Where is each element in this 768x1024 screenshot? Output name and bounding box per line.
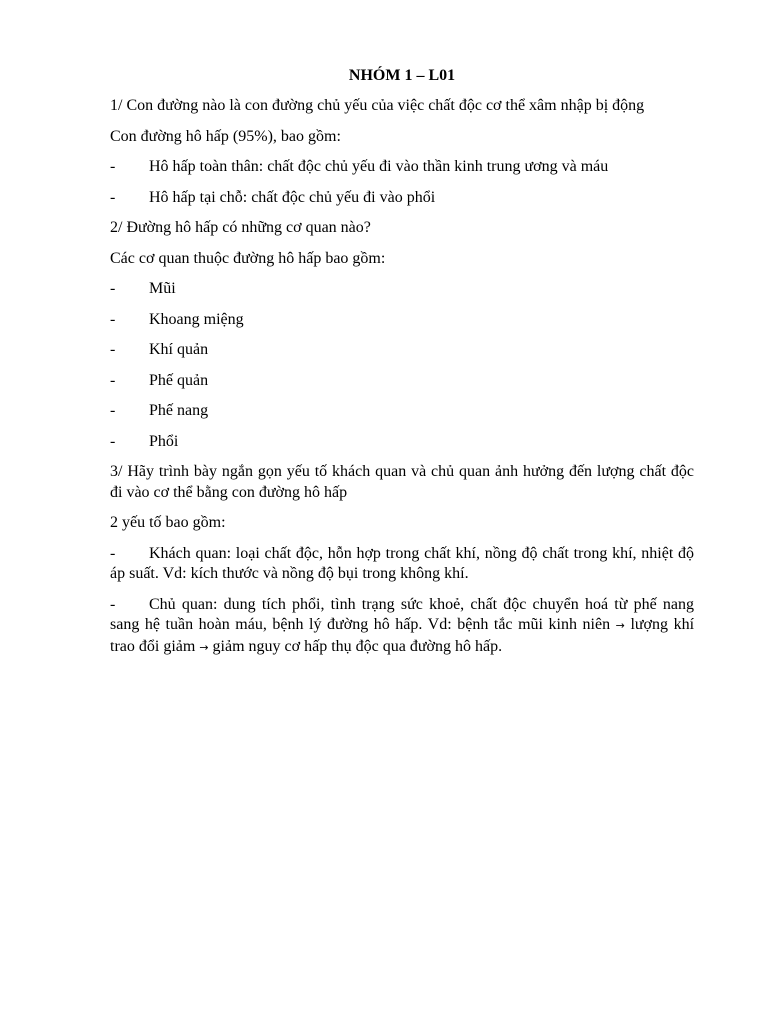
list-item-text: Phổi — [149, 432, 179, 450]
question-3: 3/ Hãy trình bày ngắn gọn yếu tố khách quan và chủ quan ảnh hưởng đến lượng chất độc đi vào cơ thể bằng con đường hô hấp — [110, 463, 694, 501]
document-page — [110, 66, 694, 668]
list-item — [110, 279, 694, 300]
answer-2-intro: Các cơ quan thuộc đường hô hấp bao gồm: — [110, 249, 386, 267]
list-item — [110, 157, 694, 178]
bullet-marker: - — [110, 310, 116, 328]
bullet-marker: - — [110, 341, 116, 358]
list-item — [110, 432, 694, 453]
bullet-marker: - — [110, 188, 116, 206]
list-item-text: giảm nguy cơ hấp thụ độc qua đường hô hấp. — [212, 637, 503, 655]
bullet-marker: - — [110, 432, 116, 450]
bullet-marker: - — [110, 544, 116, 562]
list-item-text: Khí quản — [149, 341, 209, 358]
list-item-text: Phế nang — [149, 402, 209, 419]
list-item — [110, 544, 694, 585]
list-item-text: Phế quản — [149, 371, 209, 389]
list-item-text: Khoang miệng — [149, 310, 244, 328]
bullet-marker: - — [110, 280, 116, 297]
answer-3-intro: 2 yếu tố bao gồm: — [110, 514, 226, 531]
document-title: NHÓM 1 – L01 — [348, 67, 456, 84]
list-item — [110, 340, 694, 361]
bullet-marker: - — [110, 402, 116, 419]
list-item — [110, 371, 694, 392]
list-item — [110, 401, 694, 422]
question-2: 2/ Đường hô hấp có những cơ quan nào? — [110, 219, 371, 236]
arrow-right-icon: → — [199, 640, 209, 654]
list-item-text: Mũi — [149, 280, 176, 297]
bullet-marker: - — [110, 371, 116, 389]
list-item-text: Hô hấp tại chỗ: chất độc chủ yếu đi vào phổi — [149, 188, 436, 206]
list-item — [110, 310, 694, 331]
list-item — [110, 188, 694, 209]
list-item — [110, 595, 694, 659]
arrow-right-icon: → — [615, 619, 625, 632]
bullet-marker: - — [110, 158, 116, 175]
answer-1-intro: Con đường hô hấp (95%), bao gồm: — [110, 127, 341, 145]
bullet-marker: - — [110, 595, 116, 613]
list-item-text: Khách quan: loại chất độc, hỗn hợp trong chất khí, nồng độ chất trong khí, nhiệt độ áp suất. Vd: kích thước và nồng độ bụi trong không khí. — [110, 544, 694, 582]
list-item-text: lượng khí trao đổi giảm — [110, 616, 695, 655]
list-item-text: Chủ quan: dung tích phổi, tình trạng sức khoẻ, chất độc chuyển hoá từ phế nang sang hệ tuần hoàn máu, bệnh lý đường hô hấp. Vd: bệnh tắc mũi kinh niên — [110, 595, 694, 633]
list-item-text: Hô hấp toàn thân: chất độc chủ yếu đi vào thần kinh trung ương và máu — [149, 158, 609, 175]
question-1: 1/ Con đường nào là con đường chủ yếu của việc chất độc cơ thể xâm nhập bị động — [110, 97, 645, 114]
